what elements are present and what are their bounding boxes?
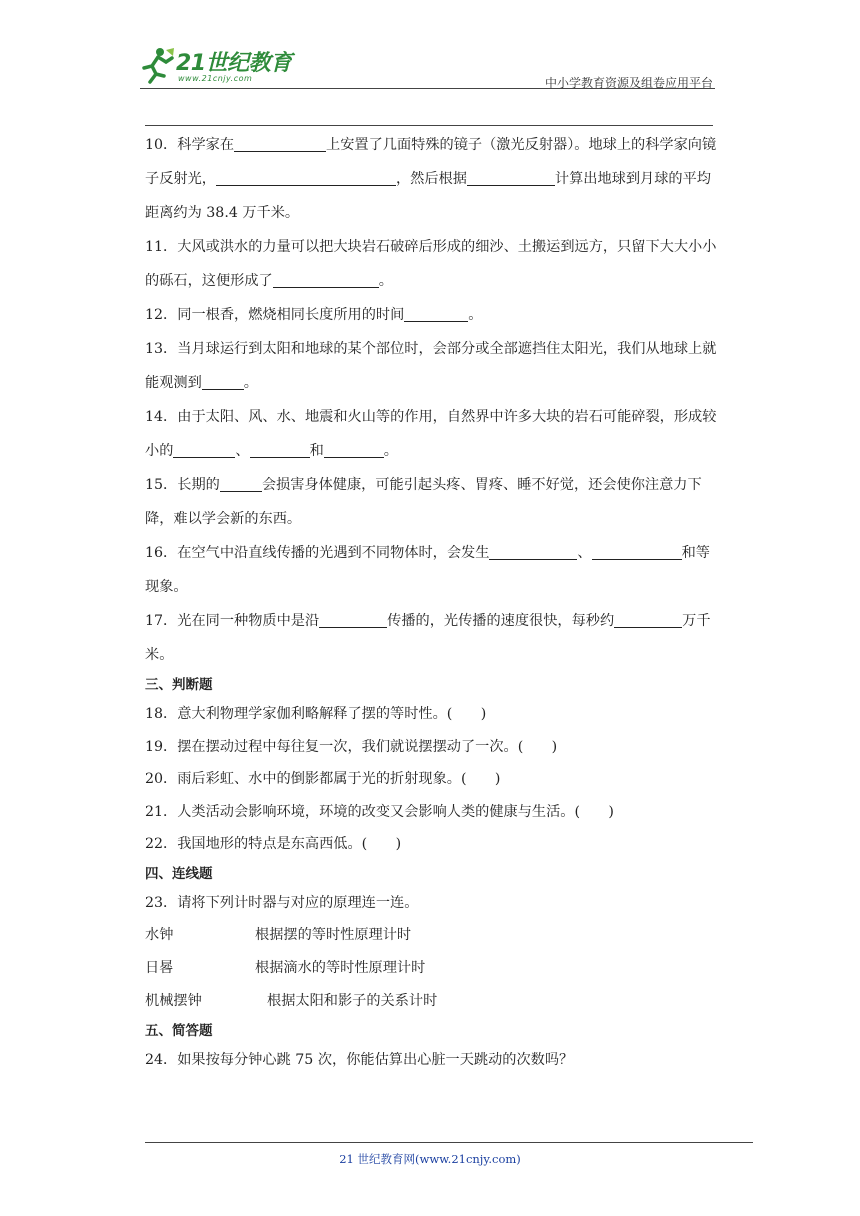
footer-divider xyxy=(145,1142,753,1143)
question-16: 16．在空气中沿直线传播的光遇到不同物体时，会发生 、 和等现象。 xyxy=(145,545,710,595)
answer-blank[interactable] xyxy=(319,611,387,628)
section-title-short-answer: 五、简答题 xyxy=(145,1023,213,1039)
page-header xyxy=(140,40,715,94)
question-20: 20．雨后彩虹、水中的倒影都属于光的折射现象。( ) xyxy=(145,771,501,787)
question-10: 10．科学家在 上安置了几面特殊的镜子（激光反射器）。地球上的科学家向镜子反射光， ，然后根据 计算出地球到月球的平均距离约为 38.4 万千米。 xyxy=(145,137,717,221)
answer-blank[interactable] xyxy=(592,543,682,560)
question-11: 11．大风或洪水的力量可以把大块岩石破碎后形成的细沙、土搬运到远方，只留下大大小小的砾石，这便形成了 。 xyxy=(145,239,717,289)
answer-blank[interactable] xyxy=(234,135,326,152)
answer-blank[interactable] xyxy=(220,475,262,492)
question-14: 14．由于太阳、风、水、地震和火山等的作用，自然界中许多大块的岩石可能碎裂，形成较小的 、 和 。 xyxy=(145,409,717,459)
document-body xyxy=(145,128,717,1077)
page-footer[interactable]: 21 世纪教育网(www.21cnjy.com) xyxy=(339,1152,521,1166)
answer-blank[interactable] xyxy=(308,169,396,186)
header-divider xyxy=(140,88,715,89)
answer-blank[interactable] xyxy=(614,611,682,628)
question-24: 24．如果按每分钟心跳 75 次，你能估算出心脏一天跳动的次数吗？ xyxy=(145,1052,574,1068)
match-right-item[interactable]: 根据太阳和影子的关系计时 xyxy=(267,993,438,1009)
question-23: 23．请将下列计时器与对应的原理连一连。 xyxy=(145,894,419,911)
platform-name: 中小学教育资源及组卷应用平台 xyxy=(544,76,713,90)
answer-blank[interactable] xyxy=(216,169,308,186)
question-17: 17．光在同一种物质中是沿 传播的，光传播的速度很快，每秒约 万千米。 xyxy=(145,613,711,663)
answer-blank[interactable] xyxy=(250,441,310,458)
question-18: 18．意大利物理学家伽利略解释了摆的等时性。( ) xyxy=(145,706,487,722)
answer-blank[interactable] xyxy=(324,441,384,458)
logo-text: 21世纪教育 xyxy=(176,51,292,76)
logo xyxy=(140,46,320,92)
question-19: 19．摆在摆动过程中每往复一次，我们就说摆摆动了一次。( ) xyxy=(145,738,558,755)
content-top-divider xyxy=(145,125,713,126)
answer-blank[interactable] xyxy=(202,373,244,390)
match-row xyxy=(145,985,717,1018)
answer-blank[interactable] xyxy=(173,441,235,458)
runner-logo-icon xyxy=(140,46,176,86)
section-title-judgment: 三、判断题 xyxy=(145,677,213,693)
match-row xyxy=(145,919,717,952)
section-title-matching: 四、连线题 xyxy=(145,865,213,882)
answer-blank[interactable] xyxy=(467,169,555,186)
answer-blank[interactable] xyxy=(404,305,468,322)
match-right-item[interactable]: 根据滴水的等时性原理计时 xyxy=(255,960,426,976)
answer-blank[interactable] xyxy=(489,543,577,560)
match-left-item[interactable]: 日晷 xyxy=(145,960,174,976)
question-12: 12．同一根香，燃烧相同长度所用的时间 。 xyxy=(145,307,483,323)
match-row xyxy=(145,952,717,985)
question-21: 21．人类活动会影响环境，环境的改变又会影响人类的健康与生活。( ) xyxy=(145,803,614,820)
question-22: 22．我国地形的特点是东高西低。( ) xyxy=(145,836,402,852)
question-13: 13．当月球运行到太阳和地球的某个部位时，会部分或全部遮挡住太阳光，我们从地球上就能观测到 。 xyxy=(145,341,717,391)
answer-blank[interactable] xyxy=(273,271,379,288)
question-15: 15．长期的 会损害身体健康，可能引起头疼、胃疼、睡不好觉，还会使你注意力下降，难以学会新的东西。 xyxy=(145,477,702,527)
match-left-item[interactable]: 机械摆钟 xyxy=(145,993,202,1009)
match-right-item[interactable]: 根据摆的等时性原理计时 xyxy=(255,927,412,943)
match-left-item[interactable]: 水钟 xyxy=(145,927,174,943)
logo-url: www.21cnjy.com xyxy=(178,74,253,83)
